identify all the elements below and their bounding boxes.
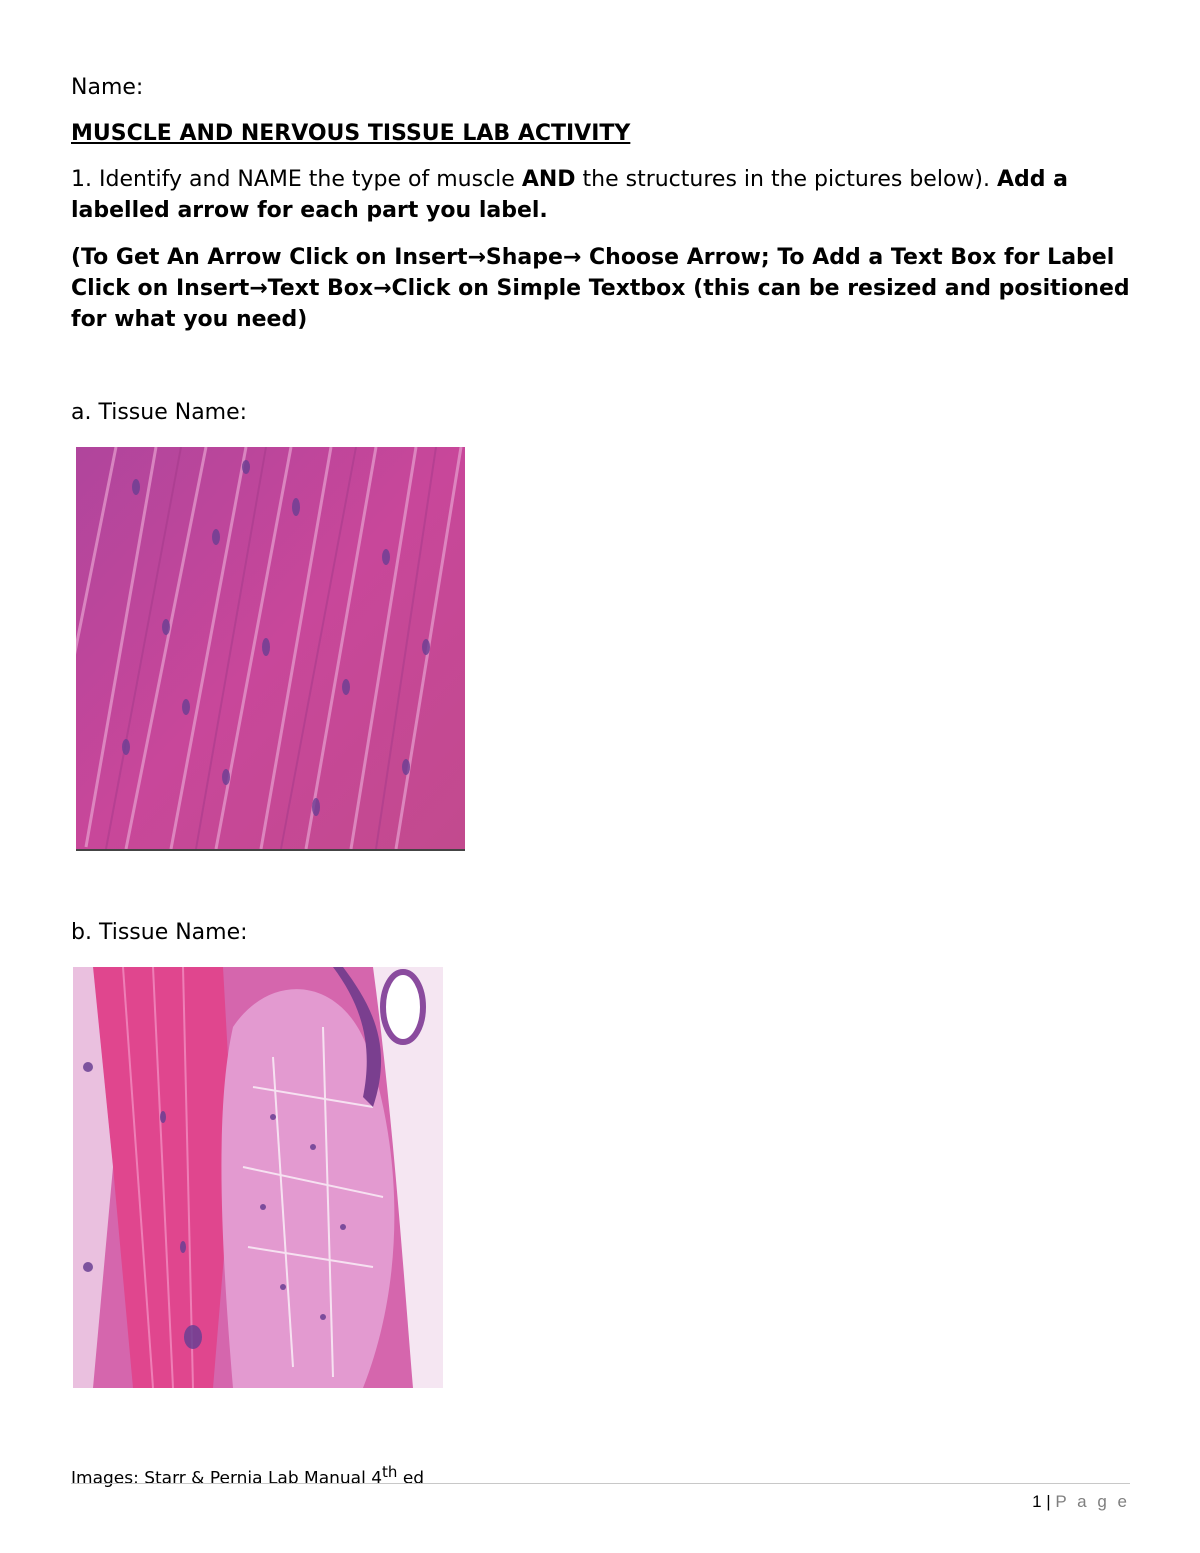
- page-footer: [1032, 1490, 1130, 1514]
- skeletal-muscle-micrograph: [73, 967, 443, 1388]
- image-credit-suffix: ed: [397, 1468, 425, 1489]
- question-1-number: 1.: [71, 167, 92, 192]
- footer-separator: |: [1041, 1492, 1056, 1511]
- tissue-a-label: a. Tissue Name:: [71, 400, 248, 425]
- tissue-b-label: b. Tissue Name:: [71, 920, 248, 945]
- question-1: [71, 164, 1131, 226]
- question-1-text-a: Identify and NAME the type of muscle: [92, 167, 522, 192]
- page-title: MUSCLE AND NERVOUS TISSUE LAB ACTIVITY: [71, 121, 631, 146]
- page-number: 1: [1032, 1492, 1042, 1511]
- question-1-text-b: the structures in the pictures below).: [575, 167, 997, 192]
- cardiac-muscle-micrograph: [76, 447, 465, 851]
- image-credit-superscript: th: [382, 1463, 398, 1481]
- instructions-text: (To Get An Arrow Click on Insert→Shape→ Choose Arrow; To Add a Text Box for Label Click on Insert→Text Box→Click on Simple Textbox (this can be resized and positioned for what you need): [71, 245, 1130, 332]
- name-label: Name:: [71, 75, 144, 100]
- footer-divider: [71, 1483, 1130, 1484]
- page-word: P a g e: [1055, 1492, 1130, 1511]
- image-credit-text: Images: Starr & Pernia Lab Manual 4: [71, 1468, 383, 1489]
- question-1-bold-tail: Add a labelled arrow for each part you label.: [71, 167, 1069, 223]
- question-1-and: AND: [521, 167, 576, 192]
- image-credit: [71, 1460, 424, 1491]
